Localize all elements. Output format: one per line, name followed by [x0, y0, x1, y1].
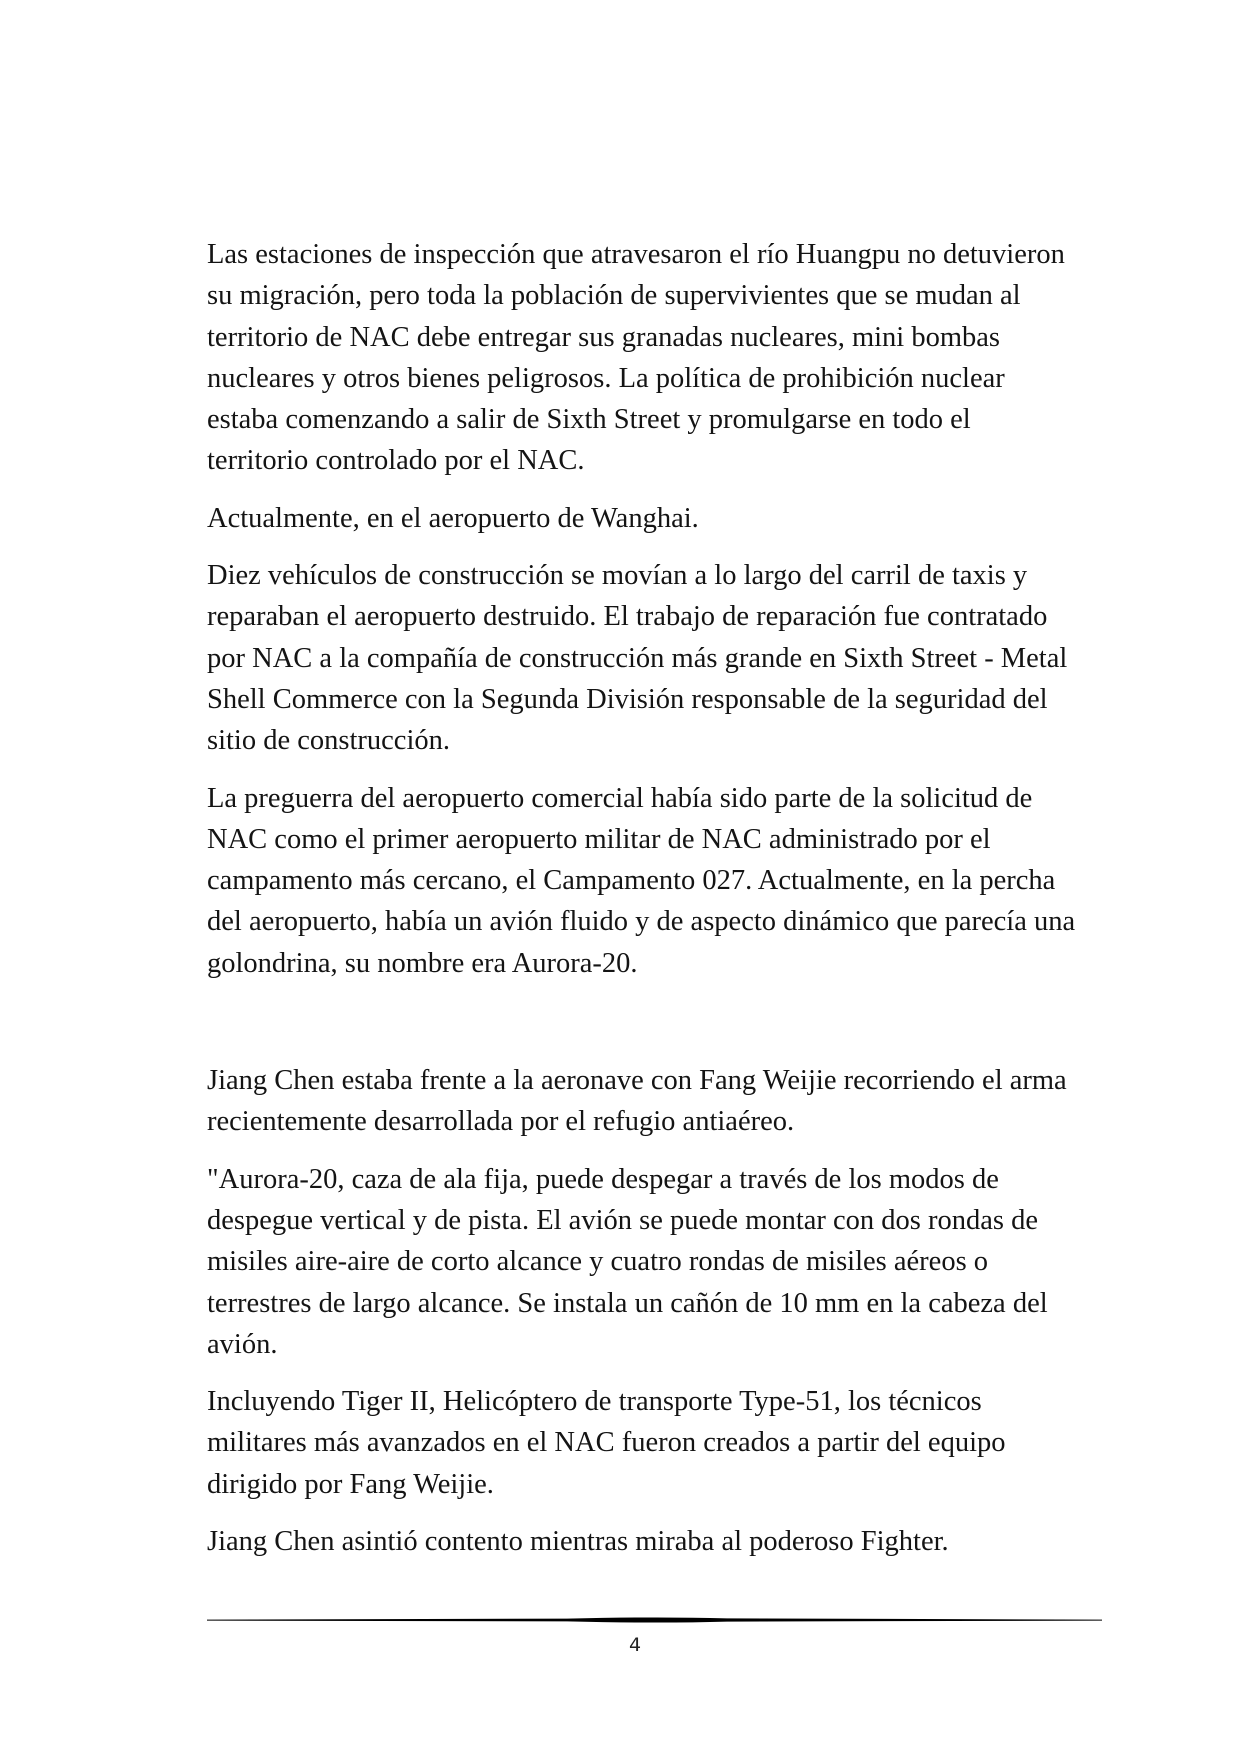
- paragraph: La preguerra del aeropuerto comercial había sido parte de la solicitud de NAC como el primer aeropuerto militar de NAC administrado por el campamento más cercano, el Campamento 027. Actualmente, en la percha del aeropuerto, había un avión fluido y de aspecto dinámico que parecía una golondrina, su nombre era Aurora-20.: [207, 782, 1076, 979]
- paragraph: Actualmente, en el aeropuerto de Wanghai.: [207, 502, 699, 534]
- body-text: [207, 234, 1077, 1578]
- paragraph: "Aurora-20, caza de ala fija, puede despegar a través de los modos de despegue vertical y de pista. El avión se puede montar con dos rondas de misiles aire-aire de corto alcance y cuatro rondas de misiles aéreos o terrestres de largo alcance. Se instala un cañón de 10 mm en la cabeza del avión.: [207, 1163, 1048, 1360]
- paragraph: Jiang Chen estaba frente a la aeronave con Fang Weijie recorriendo el arma recientemente desarrollada por el refugio antiaéreo.: [207, 1065, 1067, 1138]
- paragraph: Diez vehículos de construcción se movían a lo largo del carril de taxis y reparaban el aeropuerto destruido. El trabajo de reparación fue contratado por NAC a la compañía de construcción más grande en Sixth Street - Metal Shell Commerce con la Segunda División responsable de la seguridad del sitio de construcción.: [207, 560, 1068, 757]
- page-number: 4: [628, 1634, 642, 1656]
- footer-divider: [207, 1614, 1102, 1626]
- paragraph: Jiang Chen asintió contento mientras miraba al poderoso Fighter.: [207, 1526, 949, 1558]
- paragraph: Las estaciones de inspección que atravesaron el río Huangpu no detuvieron su migración, pero toda la población de supervivientes que se mudan al territorio de NAC debe entregar sus granadas nucleares, mini bombas nucleares y otros bienes peligrosos. La política de prohibición nuclear estaba comenzando a salir de Sixth Street y promulgarse en todo el territorio controlado por el NAC.: [207, 239, 1065, 477]
- paragraph: Incluyendo Tiger II, Helicóptero de transporte Type-51, los técnicos militares más avanzados en el NAC fueron creados a partir del equipo dirigido por Fang Weijie.: [207, 1386, 1006, 1500]
